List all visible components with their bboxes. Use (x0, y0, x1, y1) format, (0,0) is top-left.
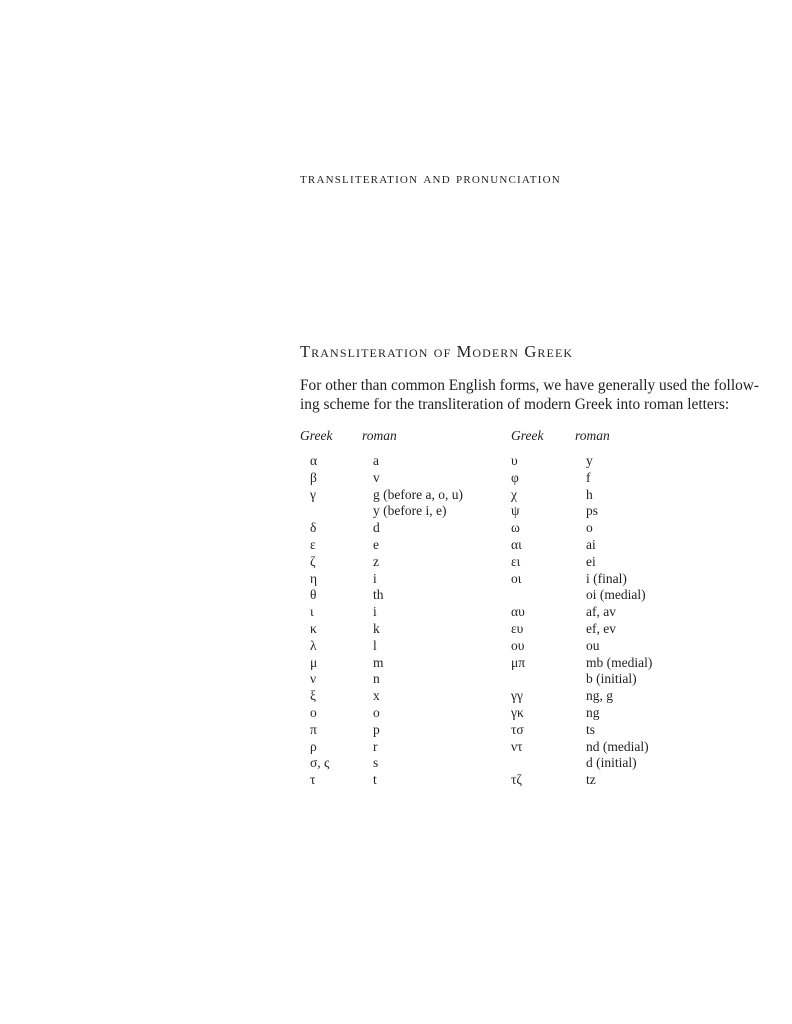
greek-letter-right: μπ (511, 654, 526, 670)
greek-letter-right: τζ (511, 772, 523, 788)
greek-letter-right: γκ (511, 704, 524, 720)
greek-letter-right: φ (511, 469, 519, 485)
table-row (0, 772, 792, 789)
greek-letter-right: ω (511, 520, 520, 536)
roman-equivalent-left: v (373, 469, 380, 485)
table-row (0, 688, 792, 705)
roman-equivalent-left: n (373, 671, 380, 687)
section-title: Transliteration of Modern Greek (300, 342, 574, 361)
greek-letter-left: ξ (310, 688, 317, 704)
greek-letter-right: αυ (511, 604, 525, 620)
greek-letter-left: ζ (310, 553, 316, 569)
greek-letter-left: τ (310, 772, 316, 788)
roman-equivalent-left: s (373, 755, 379, 771)
table-row (0, 671, 792, 688)
roman-equivalent-right: tz (586, 772, 596, 788)
table-row (0, 571, 792, 588)
roman-equivalent-left: o (373, 704, 380, 720)
roman-equivalent-right: h (586, 486, 593, 502)
table-row (0, 453, 792, 470)
roman-equivalent-left: k (373, 620, 380, 636)
greek-letter-left: ρ (310, 738, 317, 754)
roman-equivalent-left: a (373, 453, 379, 468)
column-header-greek-right: Greek (511, 428, 544, 443)
roman-equivalent-left: l (373, 637, 377, 653)
roman-equivalent-left: d (373, 520, 380, 536)
roman-equivalent-left: t (373, 772, 377, 788)
roman-equivalent-right: ts (586, 721, 596, 737)
table-row (0, 621, 792, 638)
greek-letter-left: κ (310, 620, 317, 636)
transliteration-table (0, 453, 792, 789)
roman-equivalent-right: d (initial) (586, 755, 637, 771)
roman-equivalent-right: oi (medial) (586, 587, 646, 603)
greek-letter-left: σ, ς (310, 755, 330, 771)
roman-equivalent-left: i (373, 570, 377, 586)
roman-equivalent-left: p (373, 721, 380, 737)
roman-equivalent-left: m (373, 654, 384, 670)
greek-letter-left: ο (310, 704, 317, 720)
roman-equivalent-right: mb (medial) (586, 654, 653, 670)
table-row (0, 755, 792, 772)
intro-line: For other than common English forms, we have generally used the follow- (300, 377, 760, 394)
greek-letter-left: ν (310, 671, 317, 687)
table-row (0, 638, 792, 655)
greek-letter-right: ευ (511, 620, 524, 636)
roman-equivalent-left: th (373, 587, 384, 603)
roman-equivalent-right: ng (586, 704, 600, 720)
table-row (0, 487, 792, 504)
table-row (0, 587, 792, 604)
roman-equivalent-right: i (final) (586, 570, 627, 586)
greek-letter-right: υ (511, 453, 518, 468)
table-row (0, 739, 792, 756)
table-row (0, 554, 792, 571)
greek-letter-right: ει (511, 553, 521, 569)
table-row (0, 520, 792, 537)
roman-equivalent-right: ef, ev (586, 620, 616, 636)
table-row (0, 655, 792, 672)
roman-equivalent-right: b (initial) (586, 671, 637, 687)
column-header-roman-right: roman (575, 428, 610, 443)
greek-letter-right: τσ (511, 721, 524, 737)
greek-letter-left: η (310, 570, 318, 586)
roman-equivalent-left: y (before i, e) (373, 503, 447, 519)
greek-letter-left: π (310, 721, 317, 737)
intro-paragraph (300, 376, 760, 414)
column-header-roman-left: roman (362, 428, 397, 443)
intro-line: ing scheme for the transliteration of modern Greek into roman letters: (300, 396, 730, 413)
roman-equivalent-left: g (before a, o, u) (373, 486, 463, 502)
roman-equivalent-right: ng, g (586, 688, 613, 704)
roman-equivalent-right: y (586, 453, 593, 468)
greek-letter-left: ι (310, 604, 314, 620)
greek-letter-right: ντ (511, 738, 523, 754)
greek-letter-right: ψ (511, 503, 520, 519)
roman-equivalent-left: i (373, 604, 377, 620)
roman-equivalent-left: e (373, 536, 379, 552)
greek-letter-right: οι (511, 570, 522, 586)
greek-letter-left: β (310, 469, 317, 485)
table-row (0, 604, 792, 621)
roman-equivalent-right: nd (medial) (586, 738, 649, 754)
greek-letter-right: αι (511, 536, 522, 552)
table-row (0, 503, 792, 520)
roman-equivalent-right: o (586, 520, 593, 536)
greek-letter-left: δ (310, 520, 317, 536)
roman-equivalent-right: ai (586, 536, 596, 552)
roman-equivalent-right: ps (586, 503, 599, 519)
roman-equivalent-right: ou (586, 637, 600, 653)
roman-equivalent-left: z (373, 553, 379, 569)
column-header-greek-left: Greek (300, 428, 333, 443)
greek-letter-left: θ (310, 587, 317, 603)
table-row (0, 705, 792, 722)
roman-equivalent-right: ei (586, 553, 596, 569)
table-row (0, 537, 792, 554)
roman-equivalent-left: x (373, 688, 380, 704)
chapter-title: transliteration and pronunciation (300, 170, 561, 187)
greek-letter-left: γ (310, 486, 316, 502)
greek-letter-left: μ (310, 654, 318, 670)
greek-letter-left: α (310, 453, 318, 468)
roman-equivalent-left: r (373, 738, 378, 754)
roman-equivalent-right: f (586, 469, 591, 485)
greek-letter-right: χ (511, 486, 517, 502)
table-row (0, 722, 792, 739)
greek-letter-left: ε (310, 536, 316, 552)
greek-letter-right: γγ (511, 688, 523, 704)
greek-letter-left: λ (310, 637, 317, 653)
roman-equivalent-right: af, av (586, 604, 616, 620)
table-row (0, 470, 792, 487)
greek-letter-right: ου (511, 637, 525, 653)
